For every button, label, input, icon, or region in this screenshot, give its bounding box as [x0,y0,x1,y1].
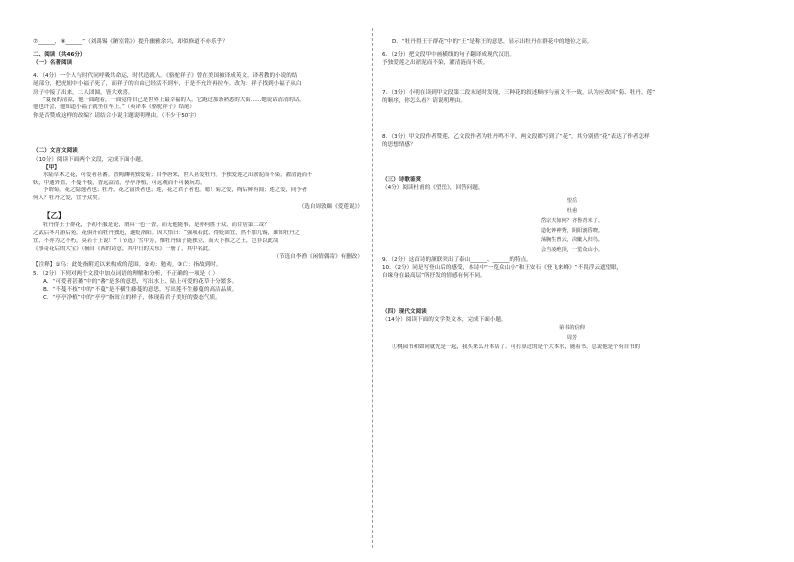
instruction-line: （14分）阅读下面的文学类文本，完成下面小题。 [382,316,507,323]
column-divider [372,28,373,548]
passage-a-text: 妖，中通外直，不蔓不枝，香远益清，亭亭净植，可远观而不可亵玩焉。 [33,179,206,186]
question-8-stem: 8．（3分）甲文段作者赞莲，乙文段作者为牡丹鸣不平，两文段都写到了“花”，其分别借“花”表达了作者怎样 [382,133,650,140]
right-column [382,38,762,351]
fill-blank-line: ⑦______，⑧______”（刘禹锡《陋室铭》）提升幽雅余兴，却似修道不亦乐乎？ [33,39,228,45]
instruction-line: （10分）阅读下面两个文段，完成下面小题。 [33,156,147,163]
passage-b-source: （节选自李渔《闲情偶寄》有删改） [273,254,363,261]
passage-b-text: 牡丹得王于群花，予初不服是论，谓具一色一香，而无他能事，是亦何胜于众，而甘居第二哉？ [43,222,270,229]
question-6-stem: 6．（2分）把文段甲中画横线的句子翻译成现代汉语。 [382,52,515,59]
subsection-heading-poetry: （三）诗歌鉴赏 [382,176,422,183]
question-5-option-c: C．“亭亭净植”中的“亭亭”指耸立的样子，体现着君子美好的姿态气质。 [43,294,221,301]
instruction-line: （4分）阅读杜甫的《望岳》，回答问题。 [382,184,484,191]
passage-b-text: 宜，不亦为之不朽，莫若于上说！”（节选）雪中芳，惟牡丹仙子能独立，而天下推之之王，岂非以此哉 [33,237,279,244]
question-10-stem: 自缘身在最高层”所抒发的情感有何不同。 [382,273,486,280]
passage-b-text: 之武后冬月游后苑，花俱开而牡丹独迟，遂贬洛阳。因大悟曰：“强项若此，得贬固宜，然不加九锡，谁知牡丹之 [33,229,300,236]
passage-a-text: 予谓菊，花之隐逸者也；牡丹，花之富贵者也；莲，花之君子者也。噫！菊之爱，陶后鲜有闻；莲之爱，同予者 [43,187,308,194]
question-4-prompt: 你是否赞成这样的改编？请结合小说主题说明理由。（不少于50字） [33,113,200,120]
left-column [33,38,363,302]
question-7-stem: 的顺序，你怎么看？请说明理由。 [382,98,466,105]
subsection-heading-classical-chinese: （二）文言文阅读 [33,148,78,155]
question-8-stem: 的思想情感？ [382,141,416,148]
quoted-passage: “夏夜的清凉，他一面跑着，一面觉得自己是世界上最幸福的人。它跑过那条熟悉的大街……她说话清清的话， [43,96,305,103]
passage-a-text: 水陆草木之花，可爱者甚蕃。晋陶渊明独爱菊；自李唐来，世人甚爱牡丹。予独爱莲之出淤泥而不染，濯清涟而不 [43,171,313,178]
article-title: 第书的信仰 [559,324,585,331]
subsection-heading-modern-text: （四）现代文阅读 [382,308,427,315]
question-4-line: 尾部分，把虎妞中小福子死了，而祥子的自由已经活不到车，于是不允许再拉车。改为：祥子找到小福子从白 [33,81,302,88]
question-4-line: 房子中接了出来，二人团圆，皆大欢喜。 [33,89,134,96]
question-5-option-d: D．“牡丹得王于群花”中的“王”是称王的意思，显示出牡丹在群花中的地位之高。 [392,39,593,45]
poem-line: 造化钟神秀，阴阳割昏晓。 [540,227,604,234]
question-6-sentence: 予独爱莲之出淤泥而不染，濯清涟而不妖。 [382,60,489,67]
question-9-stem: 9．（2分）这首诗的颔联突出了泰山______、______的特点。 [382,257,532,264]
section-heading-reading: 二、阅读（共46分） [33,52,86,59]
poem-title: 望岳 [566,197,578,204]
subsection-heading-classics: （一）名著阅读 [33,60,73,67]
question-10-stem: 10．（2分）同是写登山后的感受，本诗中“一览众山小”和王安石《登飞来峰》“不畏浮云遮望眼， [382,265,623,272]
poem-author: 杜甫 [566,207,578,214]
question-5-option-a: A．“可爱者甚蕃”中的“蕃”是多的意思，写出水上、陆上可爱的花草十分繁多。 [43,278,238,285]
question-5-stem: 5．（2分）下列对两个文段中加点词语的理解和分析，不正确的一项是（ ） [33,270,219,277]
article-author: 周芳 [566,334,578,341]
question-5-option-b: B．“不蔓不枝”中的“不蔓”是不横生藤蔓的意思，写出莲不生藤蔓的高洁品质。 [43,286,238,293]
quoted-passage: 他也许会，他知道小福子就坐在车上。”（英译本《骆驼祥子》结尾） [33,104,195,111]
passage-b-text: 《事奇花后的大宝》（摘自《西的诗意，其中日的关东》一册了，其中名此。 [33,245,214,252]
annotation-note: 【注释】①乌：此处指附近以来构成的范围。②劝：勉劝。③亡：指故到时。 [33,262,222,269]
poem-line: 岱宗夫如何？齐鲁青未了。 [540,217,604,224]
passage-a-source: （选自周敦颐《爱莲说》） [298,204,363,211]
poem-line: 会当凌绝顶，一览众山小。 [540,247,604,254]
passage-b-label: 【乙】 [43,211,66,221]
poem-line: 荡胸生曾云，决眦入归鸟。 [540,237,604,244]
passage-a-label: 【甲】 [43,164,60,171]
passage-a-text: 何人？牡丹之爱，宜乎众矣。 [33,195,104,202]
question-4-line: 4．（4分）一个人与时代同呼吸共命运，时代造就人。《骆驼祥子》曾在美国被译成英文，译者教的小说的结 [33,73,298,80]
article-paragraph: ①桃园书和如同就先是一起，我买来么开本店了。可打算过的是个大本水，随着书，总说他是个有自书的 [392,343,640,350]
question-7-stem: 7．（3分）小明在读到甲文段第二段末尾时发现，三种花的叙述顺序与前文不一致，认为应改回“菊、牡丹、莲” [382,90,656,97]
